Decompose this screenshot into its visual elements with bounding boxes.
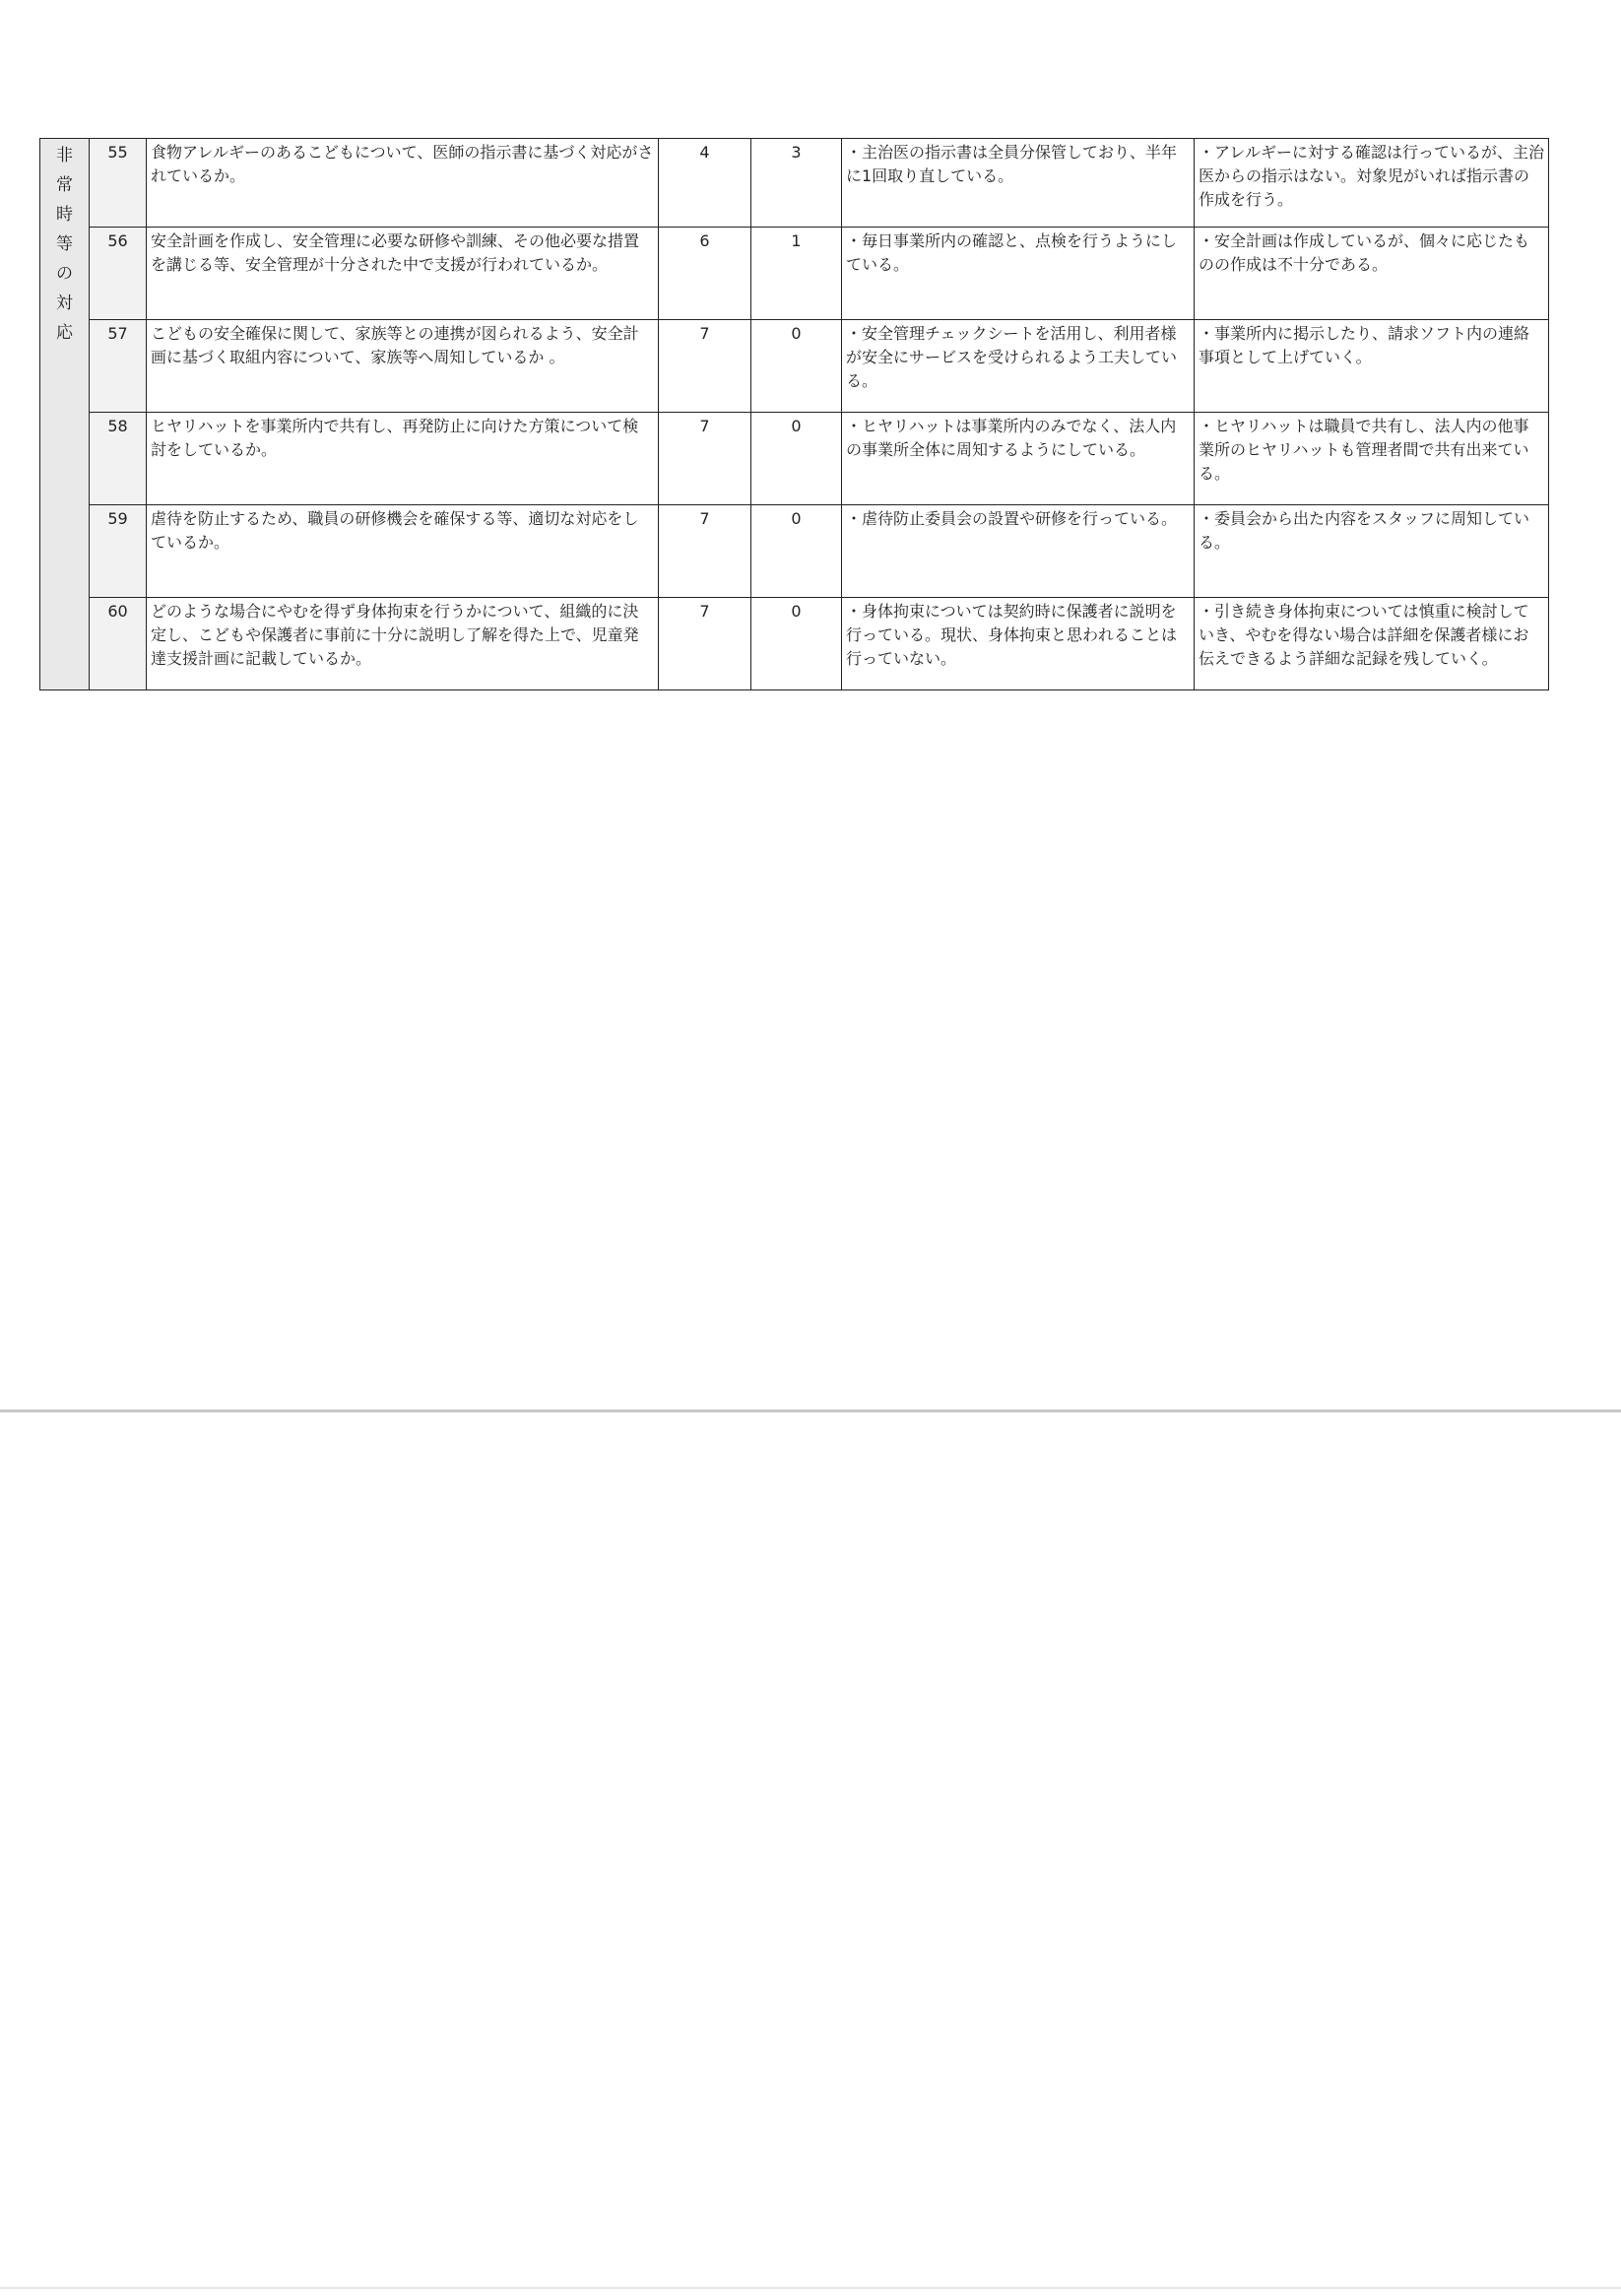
table-row bbox=[40, 320, 1549, 413]
no-count: 3 bbox=[751, 139, 842, 228]
status-comment: ・安全管理チェックシートを活用し、利用者様が安全にサービスを受けられるよう工夫している。 bbox=[842, 320, 1195, 413]
improvement-comment: ・委員会から出た内容をスタッフに周知している。 bbox=[1195, 505, 1549, 598]
evaluation-sheet bbox=[39, 138, 1548, 690]
yes-count: 7 bbox=[659, 505, 751, 598]
no-count: 0 bbox=[751, 413, 842, 505]
improvement-comment: ・ヒヤリハットは職員で共有し、法人内の他事業所のヒヤリハットも管理者間で共有出来ている。 bbox=[1195, 413, 1549, 505]
item-number: 56 bbox=[90, 228, 147, 320]
table-row bbox=[40, 598, 1549, 690]
category-cell bbox=[40, 139, 90, 690]
question-text: ヒヤリハットを事業所内で共有し、再発防止に向けた方策について検討をしているか。 bbox=[147, 413, 659, 505]
item-number: 57 bbox=[90, 320, 147, 413]
status-comment: ・毎日事業所内の確認と、点検を行うようにしている。 bbox=[842, 228, 1195, 320]
item-number: 60 bbox=[90, 598, 147, 690]
question-text: 虐待を防止するため、職員の研修機会を確保する等、適切な対応をしているか。 bbox=[147, 505, 659, 598]
no-count: 0 bbox=[751, 320, 842, 413]
table-row bbox=[40, 228, 1549, 320]
yes-count: 6 bbox=[659, 228, 751, 320]
question-text: こどもの安全確保に関して、家族等との連携が図られるよう、安全計画に基づく取組内容について、家族等へ周知しているか 。 bbox=[147, 320, 659, 413]
yes-count: 4 bbox=[659, 139, 751, 228]
yes-count: 7 bbox=[659, 320, 751, 413]
improvement-comment: ・事業所内に掲示したり、請求ソフト内の連絡事項として上げていく。 bbox=[1195, 320, 1549, 413]
yes-count: 7 bbox=[659, 413, 751, 505]
question-text: 安全計画を作成し、安全管理に必要な研修や訓練、その他必要な措置を講じる等、安全管理が十分された中で支援が行われているか。 bbox=[147, 228, 659, 320]
improvement-comment: ・安全計画は作成しているが、個々に応じたものの作成は不十分である。 bbox=[1195, 228, 1549, 320]
no-count: 0 bbox=[751, 505, 842, 598]
page-separator bbox=[0, 1410, 1621, 1412]
evaluation-table bbox=[39, 138, 1549, 690]
question-text: どのような場合にやむを得ず身体拘束を行うかについて、組織的に決定し、こどもや保護者に事前に十分に説明し了解を得た上で、児童発達支援計画に記載しているか。 bbox=[147, 598, 659, 690]
category-label: 非常時等の対応 bbox=[56, 146, 73, 343]
item-number: 58 bbox=[90, 413, 147, 505]
improvement-comment: ・アレルギーに対する確認は行っているが、主治医からの指示はない。対象児がいれば指示書の作成を行う。 bbox=[1195, 139, 1549, 228]
improvement-comment: ・引き続き身体拘束については慎重に検討していき、やむを得ない場合は詳細を保護者様にお伝えできるよう詳細な記録を残していく。 bbox=[1195, 598, 1549, 690]
table-row bbox=[40, 139, 1549, 228]
status-comment: ・身体拘束については契約時に保護者に説明を行っている。現状、身体拘束と思われることは行っていない。 bbox=[842, 598, 1195, 690]
table-row bbox=[40, 413, 1549, 505]
status-comment: ・主治医の指示書は全員分保管しており、半年に1回取り直している。 bbox=[842, 139, 1195, 228]
no-count: 0 bbox=[751, 598, 842, 690]
table-row bbox=[40, 505, 1549, 598]
status-comment: ・虐待防止委員会の設置や研修を行っている。 bbox=[842, 505, 1195, 598]
item-number: 55 bbox=[90, 139, 147, 228]
item-number: 59 bbox=[90, 505, 147, 598]
yes-count: 7 bbox=[659, 598, 751, 690]
question-text: 食物アレルギーのあるこどもについて、医師の指示書に基づく対応がされているか。 bbox=[147, 139, 659, 228]
page-bottom-edge bbox=[0, 2287, 1621, 2289]
status-comment: ・ヒヤリハットは事業所内のみでなく、法人内の事業所全体に周知するようにしている。 bbox=[842, 413, 1195, 505]
no-count: 1 bbox=[751, 228, 842, 320]
